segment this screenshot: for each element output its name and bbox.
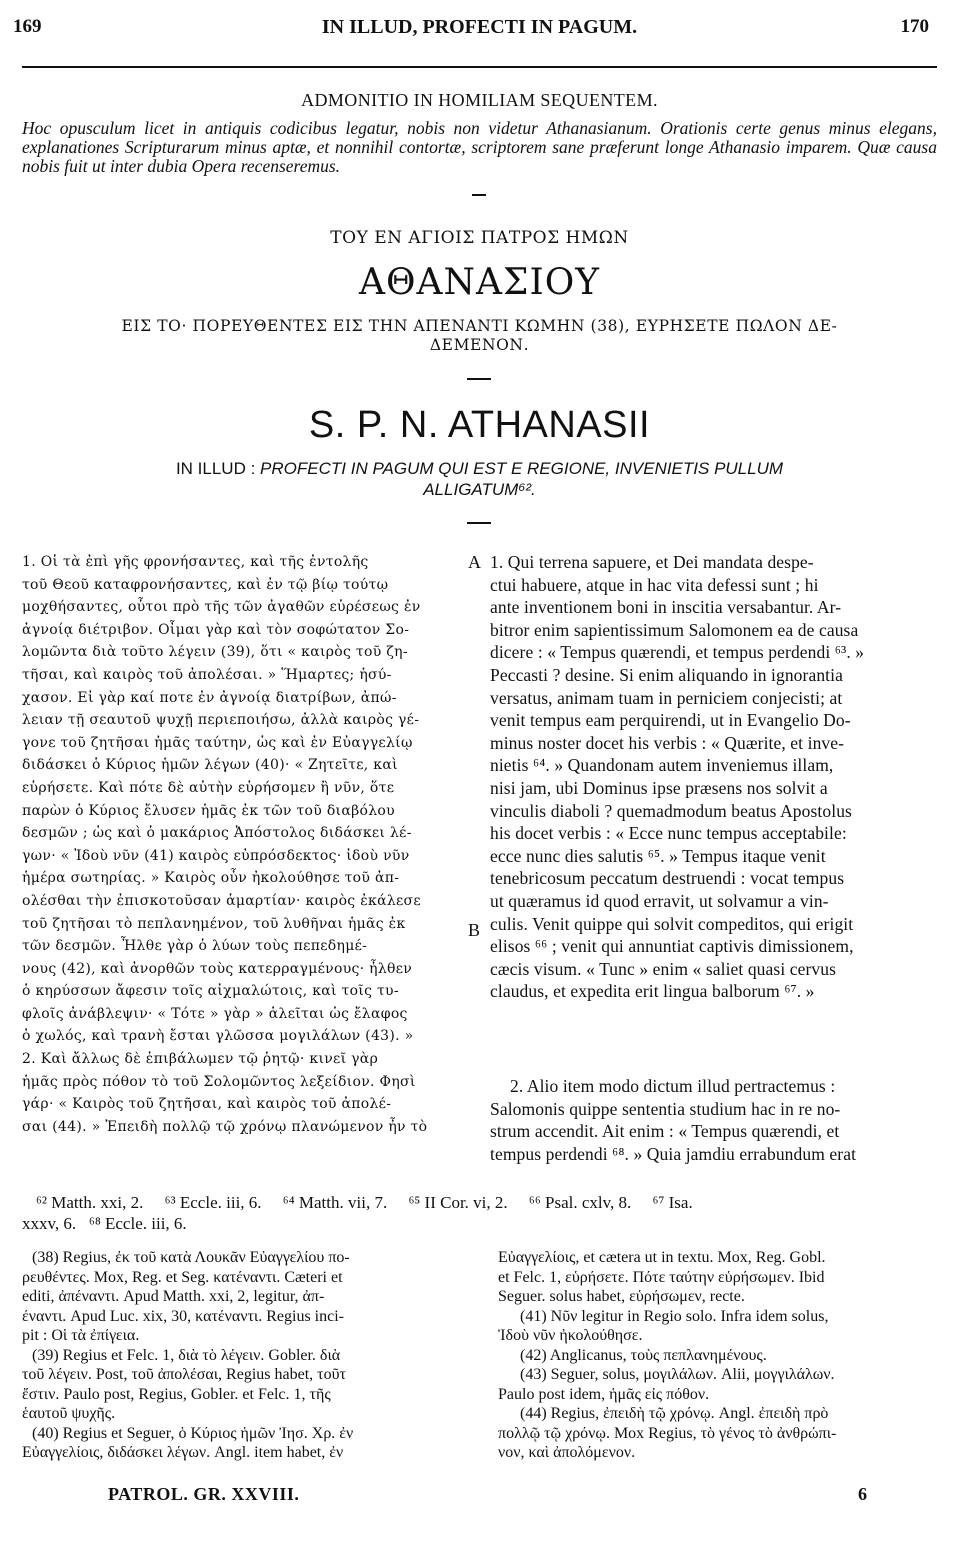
note-line: νον, καὶ ἀπολόμενον. (498, 1444, 636, 1461)
greek-line: τῶν δεσμῶν. Ἦλθε γὰρ ὁ λύων τοὺς πεπεδημέ- (22, 938, 368, 955)
note-line: ἑαυτοῦ ψυχῆς. (22, 1405, 116, 1422)
footer-signature: PATROL. GR. XXVIII. (108, 1484, 300, 1504)
page-number-right: 170 (900, 16, 929, 37)
margin-letter-b: B (468, 920, 481, 940)
greek-line: ολέσθαι τὴν ἐπισκοτοῦσαν ἁμαρτίαν· καιρὸς ἐκάλεσε (22, 892, 421, 909)
note-line: (42) Anglicanus, τοὺς πεπλανημένους. (520, 1346, 767, 1364)
greek-line: ὁ κηρύσσων ἄφεσιν τοῖς αἰχμαλώτοις, καὶ τοῖς τυ- (22, 983, 399, 1000)
latin-line: 2. Alio item modo dictum illud pertractemus : (510, 1076, 836, 1096)
latin-title-name: S. P. N. ATHANASII (308, 404, 651, 446)
greek-line: λειαν τῇ σεαυτοῦ ψυχῇ περιεποιήσω, ἀλλὰ καιρὸς γέ- (22, 712, 420, 729)
note-line: ἔστιν. Paulo post, Regius, Gobler. et Felc. 1, τῆς (22, 1385, 331, 1403)
greek-line: ἀγνοίᾳ διέτριβον. Οἶμαι γὰρ καὶ τὸν σοφώτατον Σο- (22, 621, 410, 638)
latin-subtitle (0, 459, 959, 479)
greek-line: 2. Καὶ ἄλλως δὲ ἐπιβάλωμεν τῷ ῥητῷ· κινεῖ γὰρ (22, 1051, 379, 1068)
latin-line: culis. Venit quippe qui solvit compeditos, qui erigit (490, 913, 854, 934)
latin-line: Peccasti ? desine. Si enim aliquando in ignorantia (490, 664, 843, 685)
greek-subtitle-line1: ΕΙΣ ΤΟ· ΠΟΡΕΥΘΕΝΤΕΣ ΕΙΣ ΤΗΝ ΑΠΕΝΑΝΤΙ ΚΩΜΗΝ (38), ΕΥΡΗΣΕΤΕ ΠΩΛΟΝ ΔΕ- (121, 317, 838, 335)
separator-dash (467, 522, 491, 524)
latin-line: his docet verbis : « Ecce nunc tempus acceptabile: (490, 823, 847, 844)
greek-text-column (22, 551, 462, 1138)
greek-line: τοῦ ζητῆσαι τὸ πεπλανημένον, τοῦ λυθῆναι ἡμᾶς ἐκ (22, 915, 406, 932)
separator-dash (472, 194, 486, 196)
running-title: IN ILLUD, PROFECTI IN PAGUM. (321, 16, 638, 38)
greek-line: γων· « Ἰδοὺ νῦν (41) καιρὸς εὐπρόσδεκτος· ἰδοὺ νῦν (22, 847, 410, 864)
note-line: πολλῷ τῷ χρόνῳ. Mox Regius, τὸ γένος τὸ ἀνθρώπι- (498, 1424, 837, 1442)
note-line: editi, ἀπέναντι. Apud Matth. xxi, 2, legitur, ἀπ- (22, 1288, 325, 1305)
note-line: (40) Regius et Seguer, ὁ Κύριος ἡμῶν Ἰησ. Χρ. ἐν (32, 1424, 354, 1442)
greek-title-name: ΑΘΑΝΑΣΙΟΥ (359, 262, 600, 303)
latin-line: minus noster docet his verbis : « Quærite, et inve- (490, 732, 845, 753)
note-line: Paulo post idem, ἡμᾶς εἰς πόθον. (498, 1385, 710, 1403)
note-line: ρευθέντες. Mox, Reg. et Seg. κατέναντι. Cæteri et (22, 1268, 343, 1286)
latin-text-column (490, 551, 935, 1003)
note-line: Εὐαγγελίοις, et cætera ut in textu. Mox, Reg. Gobl. (498, 1249, 826, 1266)
latin-line: Salomonis quippe sententia studium hac in re no- (490, 1098, 841, 1119)
note-line: (38) Regius, ἐκ τοῦ κατὰ Λουκᾶν Εὐαγγελίου πο- (32, 1249, 350, 1266)
latin-line: nietis ⁶⁴. » Quandonam autem inveniemus illam, (490, 755, 834, 776)
greek-line: τοῦ Θεοῦ καταφρονήσαντες, καὶ ἐν τῷ βίῳ τούτῳ (22, 576, 389, 593)
greek-line: μοχθήσαντες, οὗτοι πρὸ τῆς τῶν ἀγαθῶν εὑρέσεως ἐν (22, 599, 421, 616)
greek-line: παρὼν ὁ Κύριος ἔλυσεν ἡμᾶς ἐκ τῶν τοῦ διαβόλου (22, 802, 395, 819)
margin-letter-a: A (468, 552, 481, 572)
greek-line: σαι (44). » Ἐπειδὴ πολλῷ τῷ χρόνῳ πλανώμενον ἦν τὸ (22, 1118, 428, 1135)
greek-line: ἡμέρα σωτηρίας. » Καιρὸς οὖν ἠκολούθησε τοῦ ἀπ- (22, 870, 400, 887)
scripture-ref-line: ⁶² Matth. xxi, 2. ⁶³ Eccle. iii, 6. ⁶⁴ Matth. vii, 7. ⁶⁵ II Cor. vi, 2. ⁶⁶ Psal. cxlv, 8. ⁶⁷ Isa. (36, 1193, 693, 1212)
note-line: Ἰδοὺ νῦν ἠκολούθησε. (498, 1327, 643, 1344)
latin-line: ecce nunc dies salutis ⁶⁵. » Tempus itaque venit (490, 845, 826, 866)
latin-line: claudus, et expedita erit lingua balborum ⁶⁷. » (490, 981, 815, 1002)
latin-line: tempus perdendi ⁶⁸. » Quia jamdiu errabundum erat (490, 1143, 857, 1164)
latin-line: ctui habuere, atque in hac vita defessi sunt ; hi (490, 574, 819, 595)
greek-line: χασον. Εἰ γὰρ καί ποτε ἐν ἀγνοίᾳ διατρίβων, ἀπώ- (22, 689, 397, 706)
latin-line: nisi jam, ubi Dominus ipse præsens nos solvit a (490, 777, 828, 798)
latin-subtitle-line2: ALLIGATUM⁶². (423, 480, 536, 499)
latin-line: cæcis visum. « Tunc » enim « saliet quasi cervus (490, 958, 837, 979)
greek-line: νους (42), καὶ ἀνορθῶν τοὺς κατερραγμένους· ἦλθεν (22, 960, 413, 977)
greek-line: γάρ· « Καιρὸς τοῦ ζητῆσαι, καὶ καιρὸς τοῦ ἀπολέ- (22, 1096, 392, 1113)
note-line: (43) Seguer, solus, μογιλάλων. Alii, μογγιλάλων. (520, 1366, 835, 1383)
footer-sheet-number: 6 (858, 1484, 867, 1504)
latin-line: elisos ⁶⁶ ; venit qui annuntiat captivis dimissionem, (490, 936, 854, 957)
scripture-references (22, 1192, 937, 1234)
greek-line: λομῶντα διὰ τοῦτο λέγειν (39), ὅτι « καιρὸς τοῦ ζη- (22, 644, 408, 661)
latin-line: versatus, animam tuam in perniciem conjecisti; at (490, 687, 843, 708)
note-line: τοῦ λέγειν. Post, τοῦ ἀπολέσαι, Regius habet, τοῦτ (22, 1366, 346, 1383)
greek-title-line: ΤΟΥ ΕΝ ΑΓΙΟΙΣ ΠΑΤΡΟΣ ΗΜΩΝ (330, 228, 629, 248)
greek-line: 1. Οἱ τὰ ἐπὶ γῆς φρονήσαντες, καὶ τῆς ἐντολῆς (22, 554, 369, 570)
admonition-text: Hoc opusculum licet in antiquis codicibus legatur, nobis non videtur Athanasianum. Orationis certe genus minus elegans, explanationes Scripturarum minus aptæ, et nonnihil contortæ, scriptorem sane præferunt longe Athanasio imparem. Quæ causa nobis fuit ut inter dubia Opera recenseremus. (22, 118, 937, 176)
note-line: (41) Νῦν legitur in Regio solo. Infra idem solus, (520, 1307, 829, 1325)
greek-line: εὑρήσετε. Καὶ πότε δὲ αὐτὴν εὑρήσομεν ἢ νῦν, ὅτε (22, 779, 395, 796)
latin-line: vinculis diaboli ? quemadmodum beatus Apostolus (490, 800, 852, 821)
latin-text-column-p2 (490, 1075, 935, 1165)
note-line: et Felc. 1, εὑρήσετε. Πότε ταύτην εὑρήσωμεν. Ibid (498, 1268, 825, 1286)
note-line: (44) Regius, ἐπειδὴ τῷ χρόνῳ. Angl. ἐπειδὴ πρὸ (520, 1405, 829, 1422)
latin-line: 1. Qui terrena sapuere, et Dei mandata despe- (490, 552, 814, 572)
greek-line: δεσμῶν ; ὡς καὶ ὁ μακάριος Ἀπόστολος διδάσκει λέ- (22, 825, 412, 842)
note-line: pit : Οἱ τὰ ἐπίγεια. (22, 1327, 140, 1344)
latin-line: bitror enim sapientissimum Salomonem ea de causa (490, 619, 859, 640)
greek-line: γονε τοῦ ζητῆσαι ἡμᾶς ταύτην, ὡς καὶ ἐν Εὐαγγελίῳ (22, 734, 413, 751)
greek-line: ἡμᾶς πρὸς πόθον τὸ τοῦ Σολομῶντος λεξείδιον. Φησὶ (22, 1073, 416, 1090)
greek-line: φλοῖς ἀνάβλεψιν· « Τότε » γὰρ » ἁλεῖται ὡς ἔλαφος (22, 1005, 408, 1022)
note-line: (39) Regius et Felc. 1, διὰ τὸ λέγειν. Gobler. διὰ (32, 1346, 341, 1364)
separator-dash (467, 378, 491, 380)
greek-line: διδάσκει ὁ Κύριος ἡμῶν λέγων (40)· « Ζητεῖτε, καὶ (22, 757, 398, 774)
note-line: Seguer. solus habet, εὑρήσωμεν, recte. (498, 1288, 745, 1305)
greek-line: ὁ χωλός, καὶ τρανὴ ἔσται γλῶσσα μογιλάλων (43). » (22, 1028, 414, 1045)
note-line: έναντι. Apud Luc. xix, 30, κατέναντι. Regius inci- (22, 1307, 344, 1325)
latin-subtitle-line1: PROFECTI IN PAGUM QUI EST E REGIONE, INVENIETIS PULLUM (260, 459, 784, 478)
latin-line: tenebricosum peccatum destruendi : vocat tempus (490, 868, 845, 889)
greek-line: τῆσαι, καὶ καιρὸς τοῦ ἀπολέσαι. » Ἥμαρτες; ἡσύ- (22, 666, 392, 683)
admonition-heading: ADMONITIO IN HOMILIAM SEQUENTEM. (301, 90, 658, 110)
header-rule (22, 66, 937, 68)
latin-subtitle-prefix: IN ILLUD : (175, 459, 261, 478)
latin-line: ante inventionem boni in inscitia versabantur. Ar- (490, 597, 842, 618)
latin-line: strum accendit. Ait enim : « Tempus quærendi, et (490, 1121, 840, 1142)
notes-right-column (498, 1248, 938, 1463)
notes-left-column (22, 1248, 472, 1463)
latin-line: venit tempus eam perquirendi, ut in Evangelio Do- (490, 710, 851, 731)
greek-subtitle-line2: ΔΕΜΕΝΟΝ. (429, 336, 530, 354)
latin-line: dicere : « Tempus quærendi, et tempus perdendi ⁶³. » (490, 642, 865, 663)
note-line: Εὐαγγελίοις, διδάσκει λέγων. Angl. item habet, ἐν (22, 1444, 344, 1461)
scripture-ref-line: xxxv, 6. ⁶⁸ Eccle. iii, 6. (22, 1214, 187, 1233)
page-number-left: 169 (13, 16, 42, 37)
latin-line: ut quæramus id quod erravit, ut solvamur a vin- (490, 890, 829, 911)
